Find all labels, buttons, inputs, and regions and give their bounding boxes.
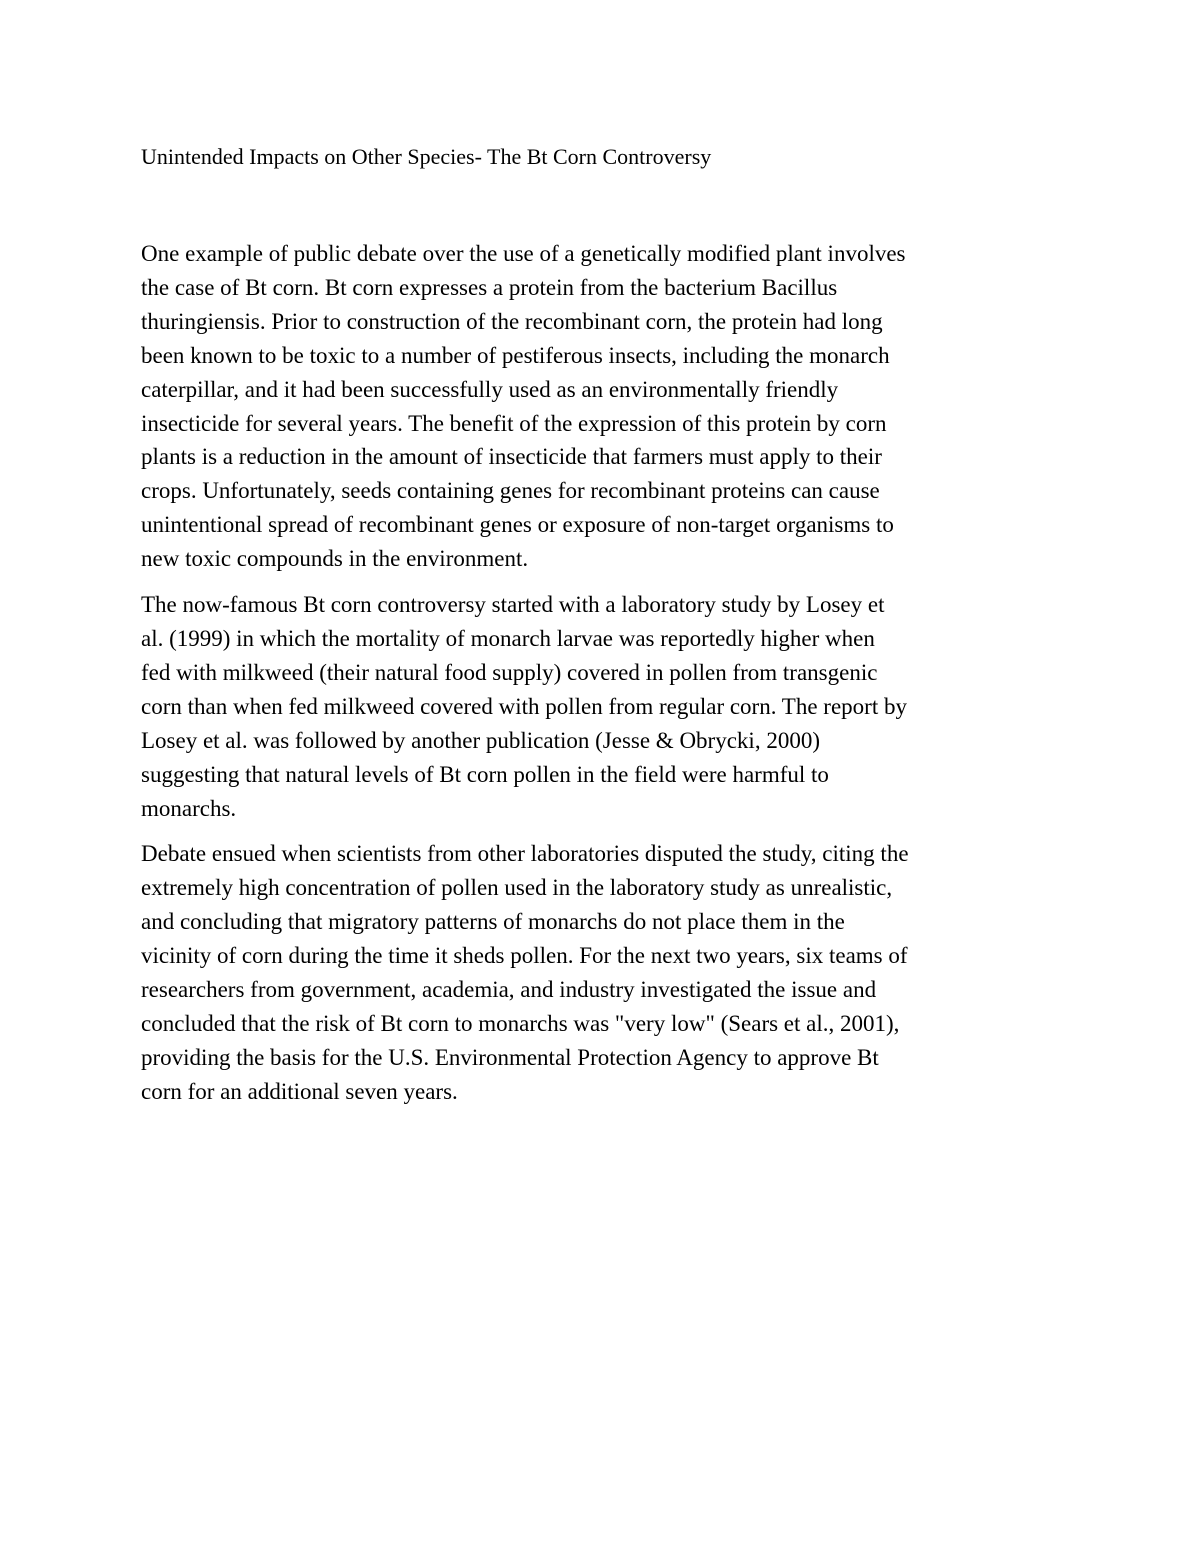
paragraph-2 [141, 588, 1071, 825]
document-body [141, 140, 1071, 1121]
paragraph-line: The now-famous Bt corn controversy started with a laboratory study by Losey et [141, 592, 885, 618]
paragraph-line: crops. Unfortunately, seeds containing genes for recombinant proteins can cause [141, 478, 880, 504]
paragraph-line: extremely high concentration of pollen used in the laboratory study as unrealistic, [141, 875, 893, 901]
paragraph-line: plants is a reduction in the amount of insecticide that farmers must apply to their [141, 444, 882, 470]
paragraph-line: researchers from government, academia, and industry investigated the issue and [141, 977, 877, 1003]
paragraph-line: and concluding that migratory patterns of monarchs do not place them in the [141, 909, 845, 935]
paragraph-line: concluded that the risk of Bt corn to monarchs was "very low" (Sears et al., 2001), [141, 1010, 900, 1036]
paragraph-line: insecticide for several years. The benefit of the expression of this protein by corn [141, 410, 887, 436]
paragraph-line: providing the basis for the U.S. Environmental Protection Agency to approve Bt [141, 1044, 879, 1070]
paragraph-line: suggesting that natural levels of Bt corn pollen in the field were harmful to [141, 761, 829, 787]
paragraph-line: unintentional spread of recombinant genes or exposure of non-target organisms to [141, 512, 894, 538]
paragraph-line: Debate ensued when scientists from other laboratories disputed the study, citing the [141, 841, 909, 867]
paragraph-line: Losey et al. was followed by another publication (Jesse & Obrycki, 2000) [141, 727, 820, 753]
paragraph-line: al. (1999) in which the mortality of monarch larvae was reportedly higher when [141, 625, 875, 651]
paragraph-line: corn than when fed milkweed covered with pollen from regular corn. The report by [141, 693, 907, 719]
paragraph-line: the case of Bt corn. Bt corn expresses a protein from the bacterium Bacillus [141, 274, 838, 300]
paragraph-line: monarchs. [141, 795, 237, 821]
paragraph-line: fed with milkweed (their natural food supply) covered in pollen from transgenic [141, 659, 878, 685]
paragraph-line: corn for an additional seven years. [141, 1078, 458, 1104]
paragraph-line: new toxic compounds in the environment. [141, 546, 529, 572]
paragraph-line: One example of public debate over the use of a genetically modified plant involves [141, 241, 906, 266]
paragraph-line: vicinity of corn during the time it sheds pollen. For the next two years, six teams of [141, 943, 908, 969]
paragraph-1 [141, 237, 1071, 576]
paragraph-line: caterpillar, and it had been successfully used as an environmentally friendly [141, 376, 839, 402]
paragraph-line: been known to be toxic to a number of pestiferous insects, including the monarch [141, 342, 890, 368]
paragraph-3 [141, 837, 1071, 1108]
paragraph-line: thuringiensis. Prior to construction of the recombinant corn, the protein had long [141, 308, 883, 334]
document-title: Unintended Impacts on Other Species- The Bt Corn Controversy [141, 144, 712, 169]
